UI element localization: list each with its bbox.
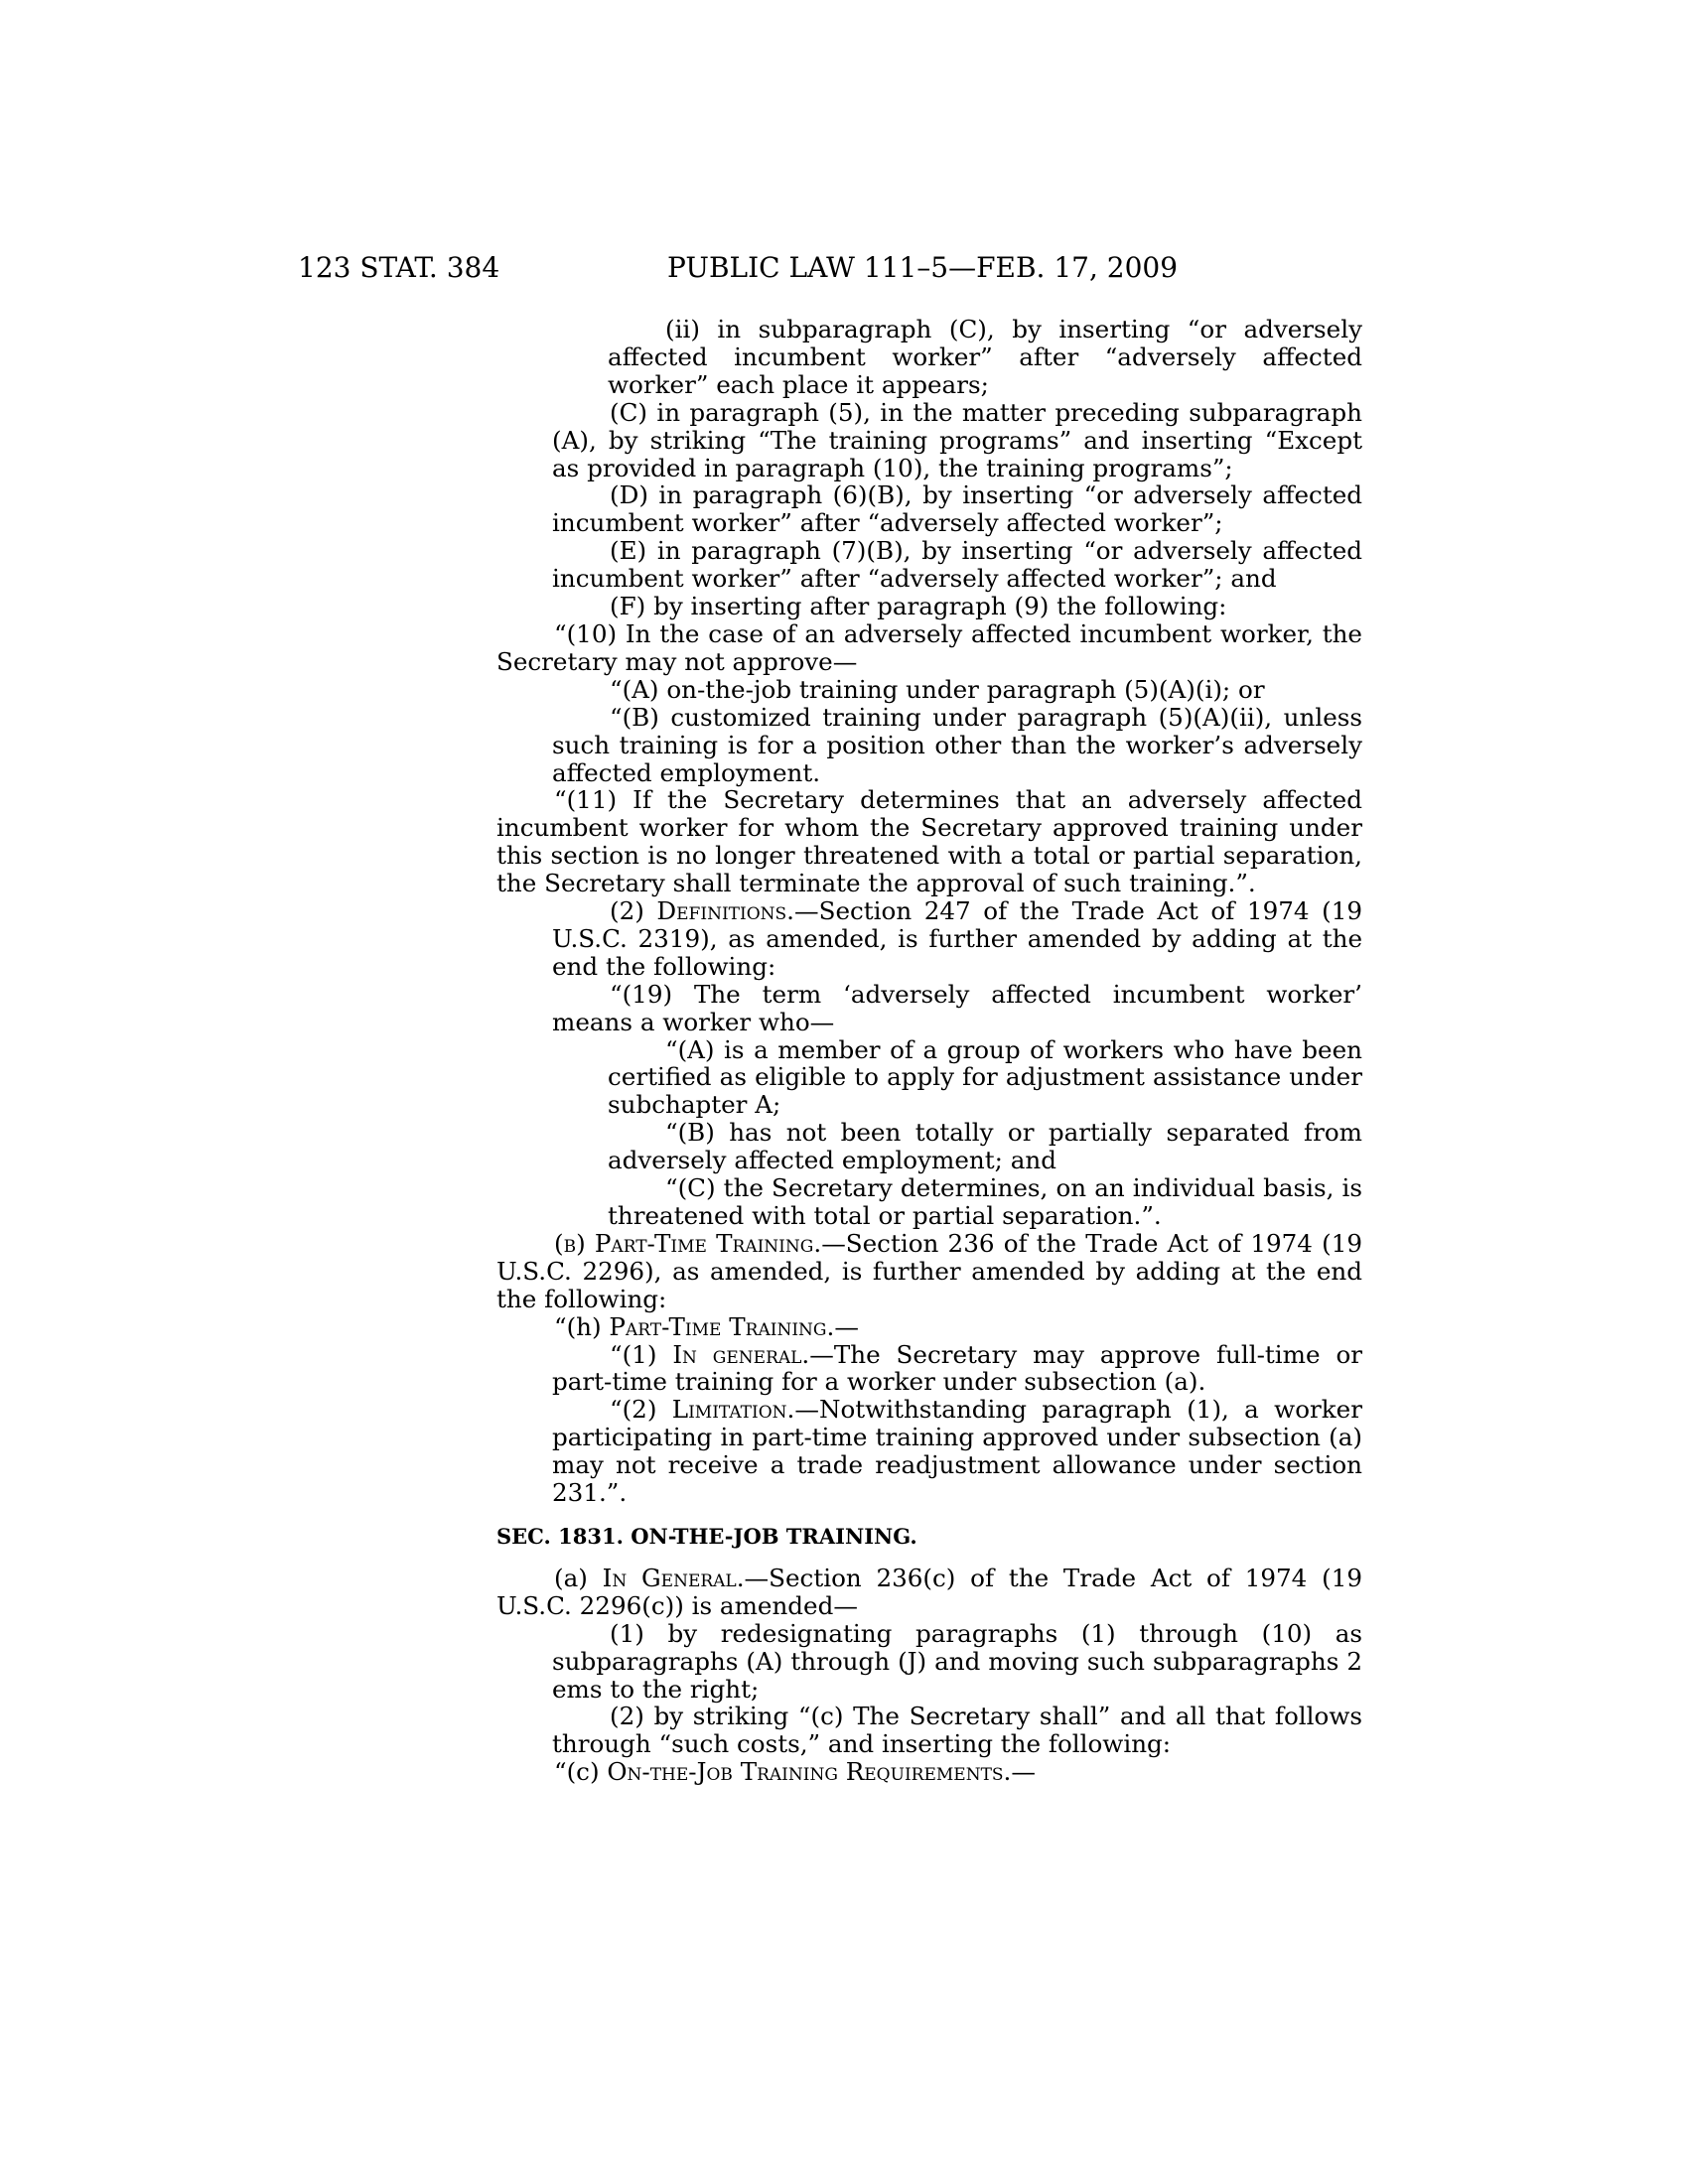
paragraph-c-ojt-requirements xyxy=(496,1758,1362,1786)
paragraph-19b: “(B) has not been totally or partially separated from adversely affected employment; and xyxy=(608,1118,1362,1175)
paragraph-h2-prefix: “(2) xyxy=(610,1395,672,1425)
paragraph-1-redesignating: (1) by redesignating paragraphs (1) through (10) as subparagraphs (A) through (J) and moving such subparagraphs 2 ems to the right; xyxy=(552,1618,1362,1704)
paragraph-h1-prefix: “(1) xyxy=(610,1339,673,1369)
paragraph-h1 xyxy=(496,1341,1362,1397)
paragraph-c-prefix: “(c) xyxy=(554,1757,608,1787)
paragraph-h1-heading: In general. xyxy=(672,1339,810,1369)
paragraph-e-paragraph-7b: (E) in paragraph (7)(B), by inserting “or adversely affected incumbent worker” after “adversely affected worker”; and xyxy=(552,536,1362,594)
section-1831-heading: SEC. 1831. ON-THE-JOB TRAINING. xyxy=(496,1523,917,1549)
paragraph-10b: “(B) customized training under paragraph (5)(A)(ii), unless such training is for a position other than the worker’s adversely affected employment. xyxy=(552,702,1362,787)
paragraph-10a: “(A) on-the-job training under paragraph (5)(A)(i); or xyxy=(610,674,1265,704)
paragraph-2-definitions xyxy=(496,897,1362,981)
paragraph-h-prefix: “(h) xyxy=(554,1311,610,1341)
paragraph-h-heading: Part-Time Training. xyxy=(609,1311,835,1341)
paragraph-b-part-time-training xyxy=(496,1230,1362,1313)
paragraph-2-striking: (2) by striking “(c) The Secretary shall” and all that follows through “such costs,” and inserting the following: xyxy=(552,1702,1362,1759)
paragraph-a-heading: In General. xyxy=(602,1563,745,1592)
paragraph-h-text: — xyxy=(834,1311,859,1341)
paragraph-19: “(19) The term ‘adversely affected incumbent worker’ means a worker who— xyxy=(552,979,1362,1036)
paragraph-a-in-general xyxy=(496,1565,1362,1620)
paragraph-d-paragraph-6b: (D) in paragraph (6)(B), by inserting “or adversely affected incumbent worker” after “adversely affected worker”; xyxy=(552,480,1362,538)
paragraph-c-heading: On-the-Job Training Requirements. xyxy=(607,1757,1012,1787)
stat-page-number: 123 STAT. 384 xyxy=(298,251,500,284)
paragraph-a-text: —Section 236(c) of the Trade Act of 1974 (19 U.S.C. 2296(c)) is amended— xyxy=(496,1563,1362,1620)
part-time-training-text: —Section 236 of the Trade Act of 1974 (19 U.S.C. 2296), as amended, is further amended by adding at the end the following: xyxy=(496,1228,1362,1313)
part-time-training-heading: (b) Part-Time Training. xyxy=(554,1228,822,1258)
paragraph-h1-text: —The Secretary may approve full-time or part-time training for a worker under subsection (a). xyxy=(552,1339,1363,1397)
definitions-heading: (2) Definitions. xyxy=(610,896,794,926)
paragraph-19a: “(A) is a member of a group of workers who have been certified as eligible to apply for adjustment assistance under subchapter A; xyxy=(608,1034,1362,1120)
document-body xyxy=(496,316,1362,1786)
paragraph-c-paragraph-5: (C) in paragraph (5), in the matter preceding subparagraph (A), by striking “The training programs” and inserting “Except as provided in paragraph (10), the training programs”; xyxy=(552,397,1362,482)
definitions-text: —Section 247 of the Trade Act of 1974 (19 U.S.C. 2319), as amended, is further amended by adding at the end the following: xyxy=(552,896,1362,981)
paragraph-h2-heading: Limitation. xyxy=(671,1395,795,1425)
paragraph-h xyxy=(496,1313,1362,1341)
paragraph-10: “(10) In the case of an adversely affected incumbent worker, the Secretary may not approve— xyxy=(496,618,1362,676)
paragraph-11: “(11) If the Secretary determines that an adversely affected incumbent worker for whom the Secretary approved training under this section is no longer threatened with a total or partial separation, the Secretary shall terminate the approval of such training.”. xyxy=(496,785,1362,898)
paragraph-c-text: — xyxy=(1011,1757,1036,1787)
paragraph-ii-subparagraph-c: (ii) in subparagraph (C), by inserting “or adversely affected incumbent worker” after “adversely affected worker” each place it appears; xyxy=(608,315,1362,399)
law-and-date-header: PUBLIC LAW 111–5—FEB. 17, 2009 xyxy=(667,251,1179,284)
paragraph-f-insert-after-9: (F) by inserting after paragraph (9) the following: xyxy=(610,592,1227,621)
paragraph-a-prefix: (a) xyxy=(554,1563,603,1592)
paragraph-h2 xyxy=(496,1396,1362,1507)
paragraph-h2-text: —Notwithstanding paragraph (1), a worker participating in part-time training approved under subsection (a) may not receive a trade readjustment allowance under section 231.”. xyxy=(552,1395,1362,1508)
paragraph-19c: “(C) the Secretary determines, on an individual basis, is threatened with total or partial separation.”. xyxy=(608,1173,1362,1230)
